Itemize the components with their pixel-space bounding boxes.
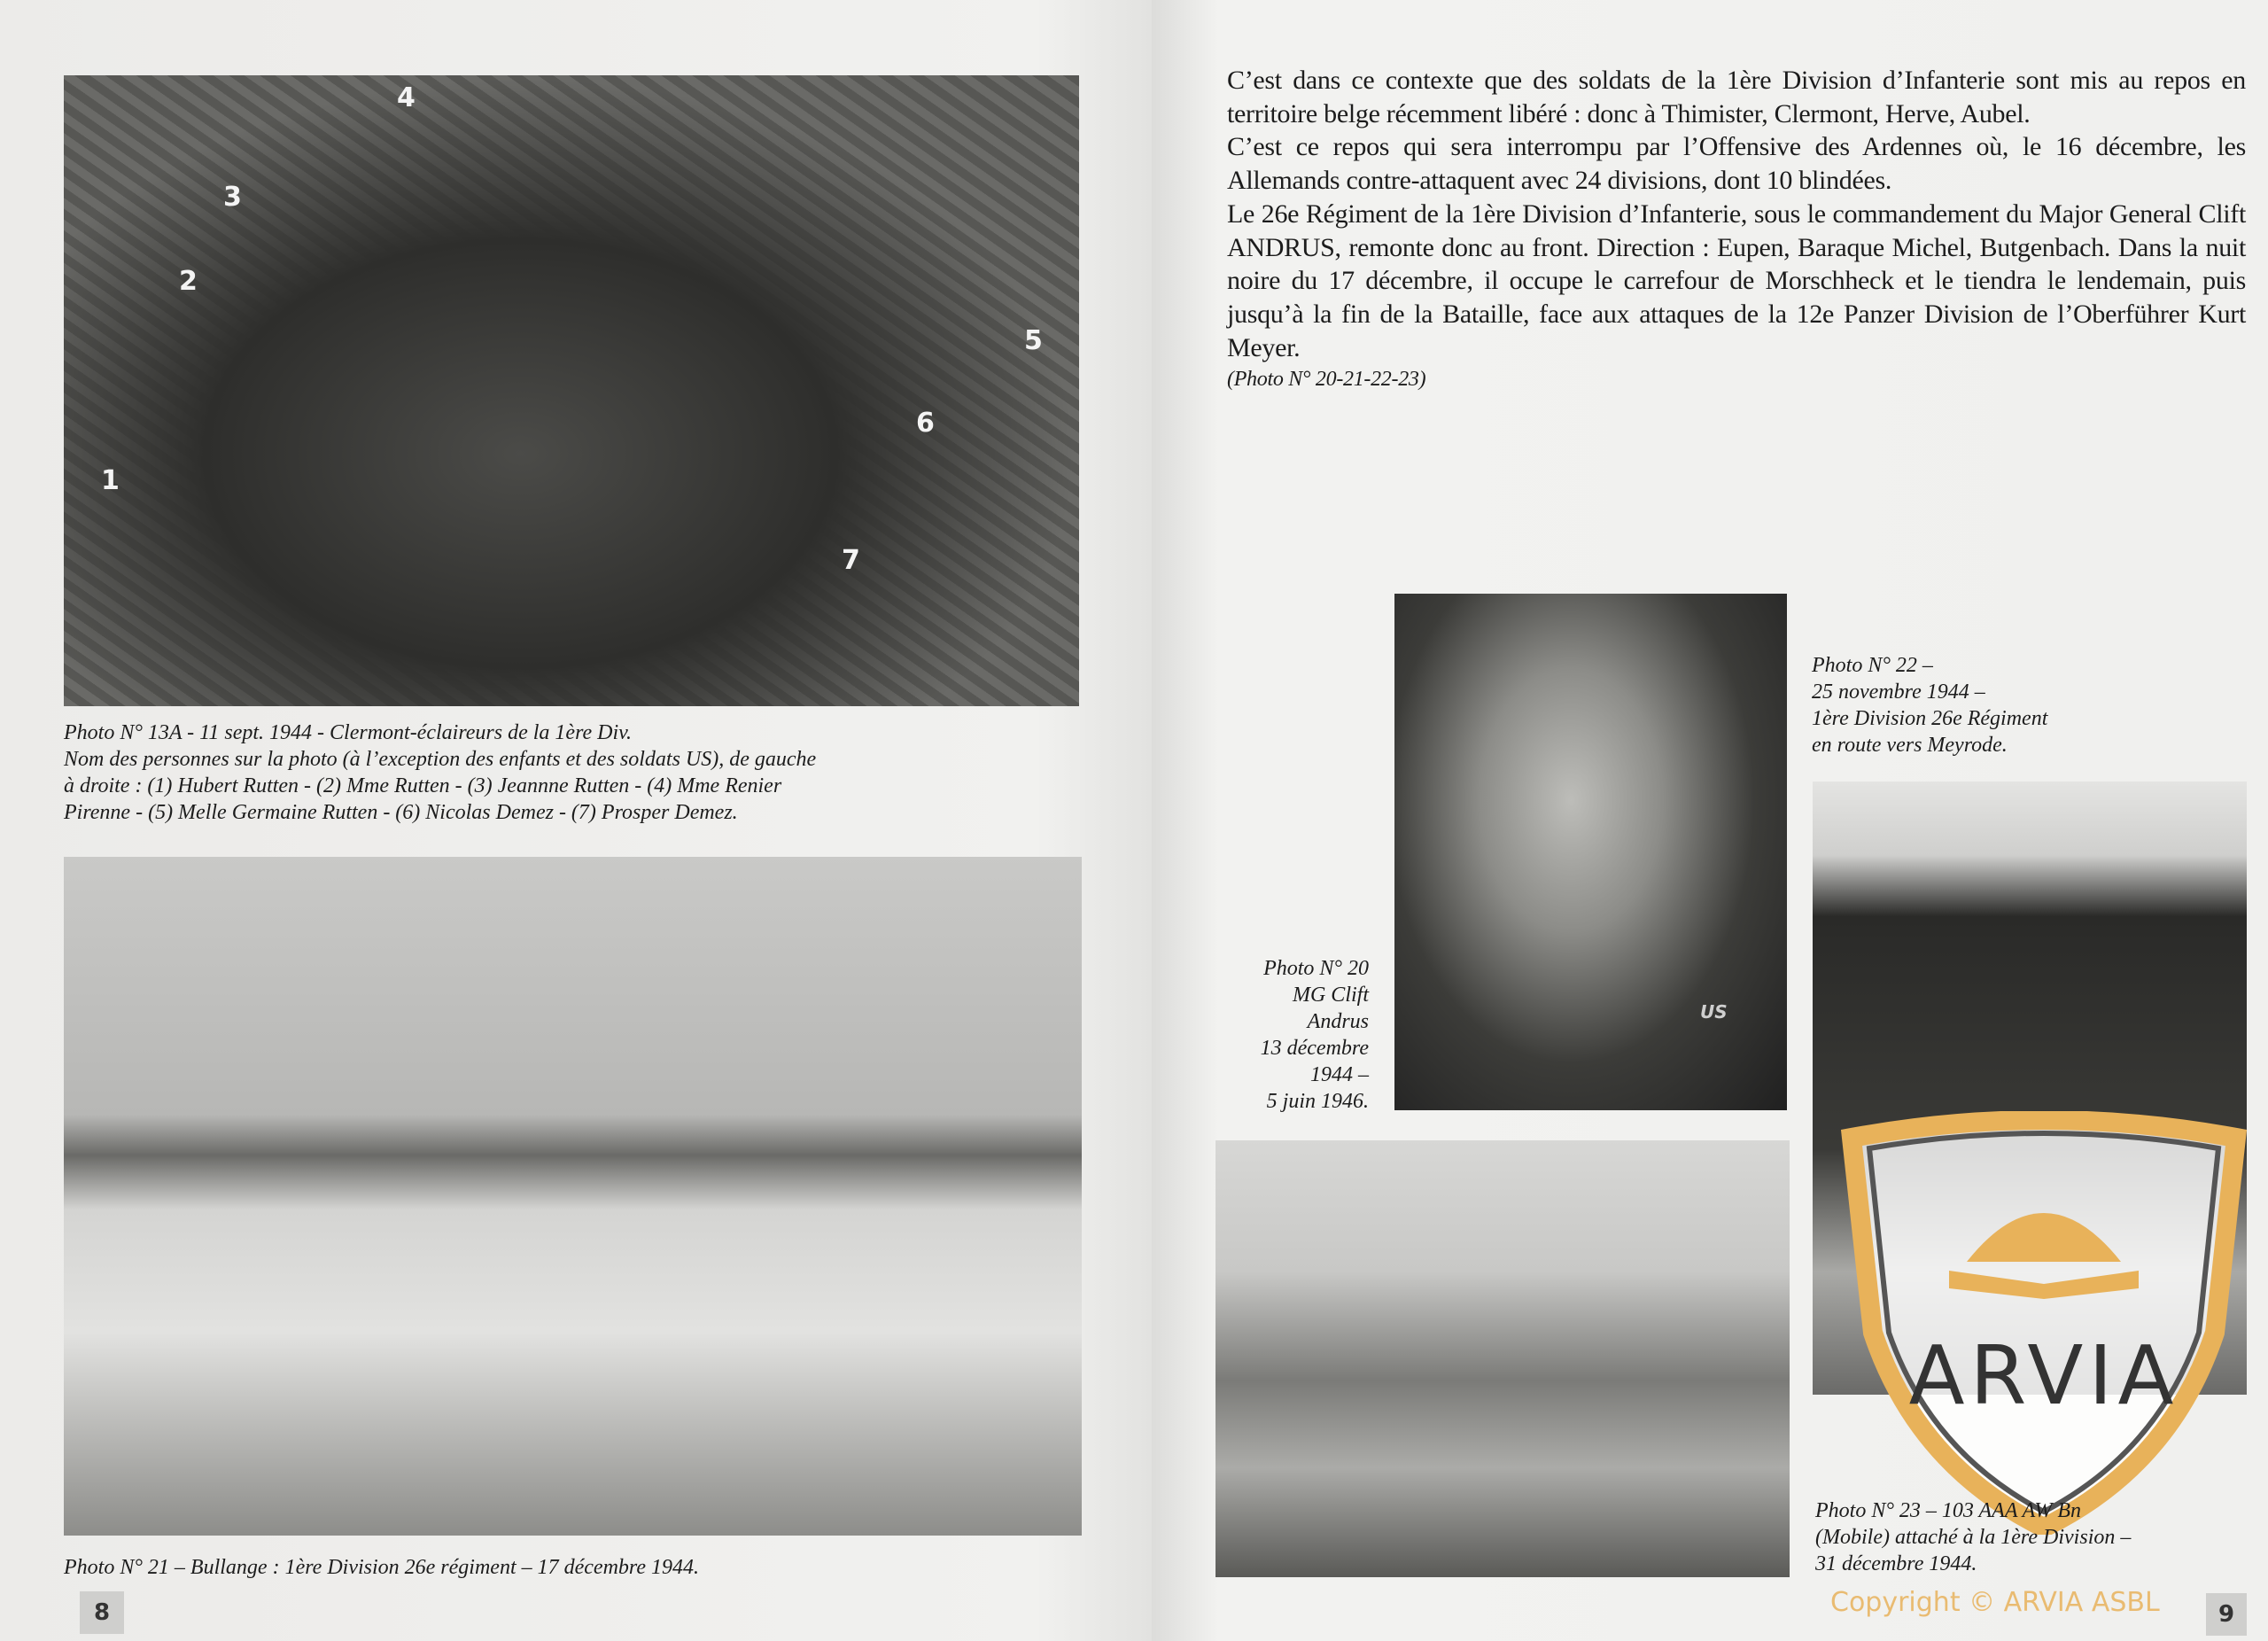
caption-line: (Mobile) attaché à la 1ère Division – bbox=[1815, 1526, 2132, 1549]
caption-line: 5 juin 1946. bbox=[1266, 1090, 1369, 1113]
caption-line: 13 décembre bbox=[1260, 1037, 1369, 1060]
caption-line: à droite : (1) Hubert Rutten - (2) Mme Rutten - (3) Jeannne Rutten - (4) Mme Renier bbox=[64, 774, 782, 797]
caption-line: en route vers Meyrode. bbox=[1812, 734, 2008, 757]
caption-photo-23 bbox=[1815, 1497, 2131, 1577]
person-label-2: 2 bbox=[179, 266, 198, 297]
article-body bbox=[1227, 64, 2246, 393]
caption-line: 25 novembre 1944 – bbox=[1812, 681, 1985, 704]
caption-line: Photo N° 22 – bbox=[1812, 654, 1933, 677]
copyright-watermark: Copyright © ARVIA ASBL bbox=[1830, 1587, 2160, 1618]
person-label-7: 7 bbox=[842, 545, 860, 576]
page-number-9: 9 bbox=[2206, 1593, 2247, 1636]
caption-line: 1ère Division 26e Régiment bbox=[1812, 707, 2048, 730]
caption-line: 31 décembre 1944. bbox=[1815, 1552, 1977, 1575]
person-label-1: 1 bbox=[101, 465, 120, 496]
caption-photo-20 bbox=[1223, 955, 1369, 1115]
paragraph: C’est ce repos qui sera interrompu par l’Offensive des Ardennes où, le 16 décembre, les Allemands contre-attaquent avec 24 divisions, dont 10 blindées. bbox=[1227, 132, 2246, 196]
caption-line: Andrus bbox=[1307, 1010, 1369, 1033]
uniform-insignia: US bbox=[1700, 1001, 1728, 1023]
caption-photo-22 bbox=[1812, 652, 2047, 758]
photo-13a-crowd-around-jeep bbox=[64, 75, 1079, 706]
photo-20-portrait-andrus bbox=[1394, 594, 1787, 1110]
photo-21-bullange-road bbox=[64, 857, 1082, 1536]
arvia-watermark-logo bbox=[1834, 1111, 2254, 1535]
caption-line: 1944 – bbox=[1310, 1063, 1369, 1086]
photo-reference: (Photo N° 20-21-22-23) bbox=[1227, 368, 1426, 392]
paragraph: Le 26e Régiment de la 1ère Division d’Infanterie, sous le commandement du Major General Clift ANDRUS, remonte donc au front. Direction : Eupen, Baraque Michel, Butgenbach. Dans la nuit noire du 17 décembre, il occupe le carrefour de Morschheck et le tiendra le lendemain, puis jusqu’à la fin de la Bataille, face aux attaques de la 12e Panzer Division de l’Oberführer Kurt Meyer. bbox=[1227, 198, 2246, 362]
caption-line: MG Clift bbox=[1292, 984, 1369, 1007]
caption-line: Nom des personnes sur la photo (à l’exception des enfants et des soldats US), de gauche bbox=[64, 748, 817, 771]
person-label-5: 5 bbox=[1024, 325, 1043, 356]
caption-photo-21: Photo N° 21 – Bullange : 1ère Division 26e régiment – 17 décembre 1944. bbox=[64, 1556, 700, 1579]
person-label-3: 3 bbox=[223, 182, 242, 213]
logo-text: ARVIA bbox=[1908, 1328, 2179, 1423]
caption-photo-13a bbox=[64, 719, 1091, 826]
photo-23-anti-aircraft-gun bbox=[1216, 1140, 1790, 1577]
person-label-4: 4 bbox=[397, 82, 416, 113]
page-number-8: 8 bbox=[80, 1591, 124, 1634]
caption-line: Photo N° 20 bbox=[1263, 957, 1369, 980]
caption-line: Photo N° 23 – 103 AAA AW Bn bbox=[1815, 1499, 2082, 1522]
person-label-6: 6 bbox=[916, 408, 935, 439]
paragraph: C’est dans ce contexte que des soldats de la 1ère Division d’Infanterie sont mis au repos en territoire belge récemment libéré : donc à Thimister, Clermont, Herve, Aubel. bbox=[1227, 66, 2246, 128]
caption-line: Photo N° 13A - 11 sept. 1944 - Clermont-éclaireurs de la 1ère Div. bbox=[64, 721, 633, 744]
caption-line: Pirenne - (5) Melle Germaine Rutten - (6) Nicolas Demez - (7) Prosper Demez. bbox=[64, 801, 738, 824]
